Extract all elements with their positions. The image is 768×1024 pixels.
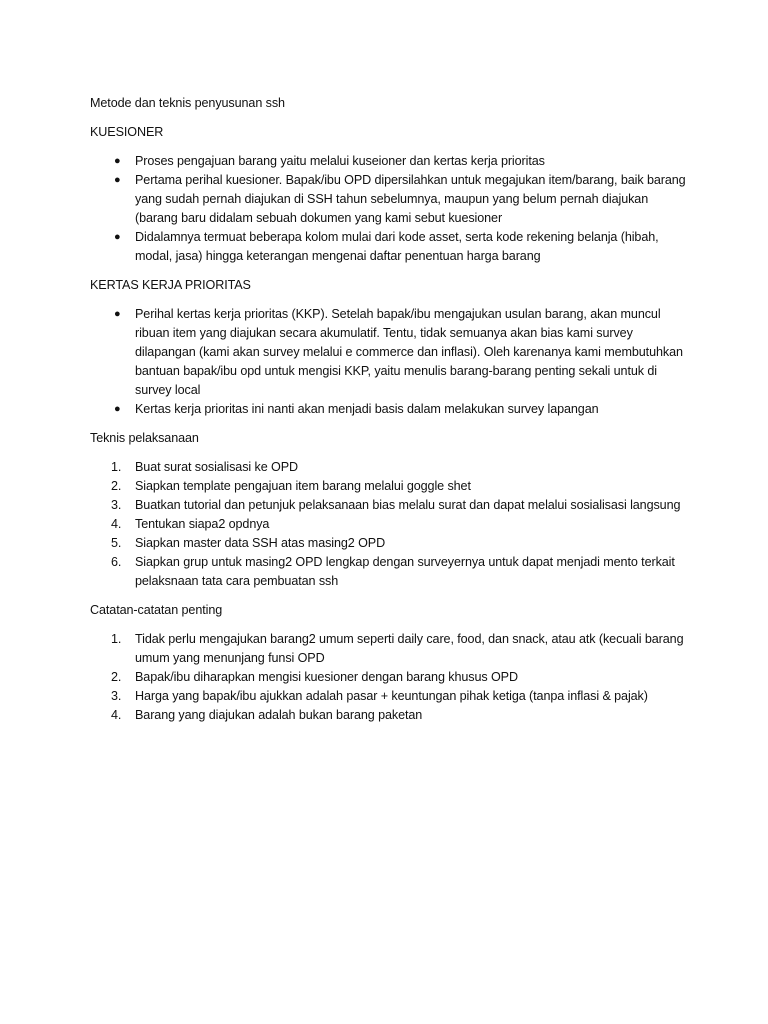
list-number: 5. <box>111 536 122 550</box>
list-item <box>90 553 690 591</box>
list-number: 4. <box>111 517 122 531</box>
list-item <box>90 152 690 171</box>
bullet-icon: ● <box>114 155 121 167</box>
list-item <box>90 458 690 477</box>
kuesioner-list <box>90 152 690 266</box>
kkp-list <box>90 305 690 419</box>
list-item-text: Didalamnya termuat beberapa kolom mulai dari kode asset, serta kode rekening belanja (hibah, modal, jasa) hingga keterangan mengenai daftar penentuan harga barang <box>135 230 659 263</box>
document-body <box>90 94 690 735</box>
list-item-text: Siapkan template pengajuan item barang melalui goggle shet <box>135 479 471 493</box>
list-item <box>90 515 690 534</box>
list-item <box>90 687 690 706</box>
document-title: Metode dan teknis penyusunan ssh <box>90 96 285 110</box>
list-item-text: Kertas kerja prioritas ini nanti akan menjadi basis dalam melakukan survey lapangan <box>135 402 599 416</box>
list-item-text: Buat surat sosialisasi ke OPD <box>135 460 298 474</box>
teknis-list <box>90 458 690 591</box>
list-item-text: Tidak perlu mengajukan barang2 umum seperti daily care, food, dan snack, atau atk (kecuali barang umum yang menunjang funsi OPD <box>135 632 684 665</box>
list-number: 3. <box>111 498 122 512</box>
list-item <box>90 668 690 687</box>
list-item-text: Barang yang diajukan adalah bukan barang paketan <box>135 708 423 722</box>
list-item <box>90 228 690 266</box>
list-item <box>90 171 690 228</box>
list-number: 1. <box>111 460 122 474</box>
section-heading-kuesioner: KUESIONER <box>90 125 164 139</box>
bullet-icon: ● <box>114 308 121 320</box>
list-item <box>90 305 690 400</box>
list-item-text: Bapak/ibu diharapkan mengisi kuesioner dengan barang khusus OPD <box>135 670 518 684</box>
list-number: 2. <box>111 670 122 684</box>
list-item-text: Siapkan master data SSH atas masing2 OPD <box>135 536 386 550</box>
list-item-text: Tentukan siapa2 opdnya <box>135 517 270 531</box>
list-item-text: Harga yang bapak/ibu ajukkan adalah pasar + keuntungan pihak ketiga (tanpa inflasi & pajak) <box>135 689 648 703</box>
bullet-icon: ● <box>114 174 121 186</box>
list-number: 6. <box>111 555 122 569</box>
list-item <box>90 534 690 553</box>
list-number: 4. <box>111 708 122 722</box>
list-number: 2. <box>111 479 122 493</box>
bullet-icon: ● <box>114 403 121 415</box>
list-item-text: Buatkan tutorial dan petunjuk pelaksanaan bias melalu surat dan dapat melalui sosialisasi langsung <box>135 498 681 512</box>
section-heading-teknis: Teknis pelaksanaan <box>90 431 199 445</box>
list-item <box>90 706 690 725</box>
section-heading-catatan: Catatan-catatan penting <box>90 603 223 617</box>
list-number: 3. <box>111 689 122 703</box>
list-item-text: Perihal kertas kerja prioritas (KKP). Setelah bapak/ibu mengajukan usulan barang, akan muncul ribuan item yang diajukan secara akumulatif. Tentu, tidak semuanya akan bias kami survey dilapangan (kami akan survey melalui e commerce dan inflasi). Oleh karenanya kami membutuhkan bantuan bapak/ibu opd untuk mengisi KKP, yaitu menulis barang-barang penting sekali untuk di survey local <box>135 307 683 397</box>
catatan-list <box>90 630 690 725</box>
list-item <box>90 496 690 515</box>
list-item <box>90 400 690 419</box>
list-item-text: Pertama perihal kuesioner. Bapak/ibu OPD dipersilahkan untuk megajukan item/barang, baik barang yang sudah pernah diajukan di SSH tahun sebelumnya, maupun yang belum pernah diajukan (barang baru didalam sebuah dokumen yang kami sebut kuesioner <box>135 173 686 225</box>
list-number: 1. <box>111 632 122 646</box>
list-item <box>90 630 690 668</box>
list-item-text: Siapkan grup untuk masing2 OPD lengkap dengan surveyernya untuk dapat menjadi mento terkait pelaksnaan tata cara pembuatan ssh <box>135 555 675 588</box>
list-item <box>90 477 690 496</box>
bullet-icon: ● <box>114 231 121 243</box>
list-item-text: Proses pengajuan barang yaitu melalui kuseioner dan kertas kerja prioritas <box>135 154 545 168</box>
section-heading-kkp: KERTAS KERJA PRIORITAS <box>90 278 251 292</box>
